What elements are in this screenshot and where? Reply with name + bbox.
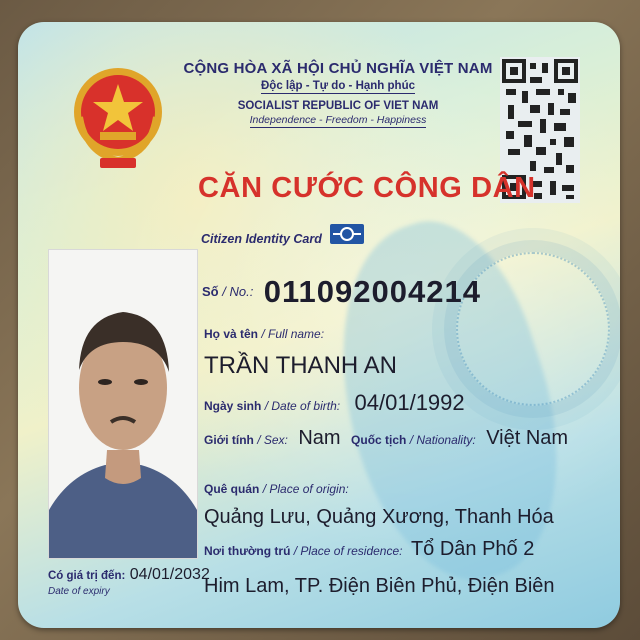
dob-label: Ngày sinh / Date of birth: [204, 399, 341, 413]
residence-value-line1: Tổ Dân Phố 2 [410, 538, 535, 560]
card-subtitle: Citizen Identity Card [201, 232, 322, 246]
expiry-value: 04/01/2032 [129, 566, 210, 583]
chip-icon [330, 224, 364, 244]
portrait-icon [49, 250, 197, 558]
origin-label: Quê quán / Place of origin: [204, 482, 349, 496]
sex-nationality-row [204, 427, 568, 450]
sex-label: Giới tính / Sex: [204, 433, 288, 447]
residence-row [204, 538, 534, 561]
card-title: CĂN CƯỚC CÔNG DÂN [198, 172, 536, 204]
nationality-label: Quốc tịch / Nationality: [351, 433, 476, 447]
expiry-block [48, 566, 210, 597]
id-number-value: 011092004214 [263, 274, 481, 309]
expiry-label-en: Date of expiry [48, 586, 110, 597]
country-motto-en: Independence - Freedom - Happiness [249, 114, 427, 126]
dob-row [204, 390, 465, 416]
country-motto: Độc lập - Tự do - Hạnh phúc [261, 80, 415, 92]
country-name-en: SOCIALIST REPUBLIC OF VIET NAM [237, 100, 439, 112]
id-number-label: Số / No.: [202, 284, 254, 300]
card-header [178, 60, 498, 128]
id-card [18, 22, 620, 628]
country-name: CỘNG HÒA XÃ HỘI CHỦ NGHĨA VIỆT NAM [183, 60, 493, 77]
origin-value: Quảng Lưu, Quảng Xương, Thanh Hóa [204, 506, 554, 528]
residence-label: Nơi thường trú / Place of residence: [204, 544, 403, 558]
portrait-photo [48, 249, 198, 559]
nationality-value: Việt Nam [486, 427, 569, 449]
full-name-value: TRẦN THANH AN [204, 352, 397, 379]
national-emblem-icon [70, 62, 166, 172]
id-number-row [202, 274, 481, 310]
full-name-label: Họ và tên / Full name: [204, 327, 325, 341]
sex-value: Nam [298, 427, 341, 449]
residence-value-line2: Him Lam, TP. Điện Biên Phủ, Điện Biên [204, 575, 555, 597]
expiry-label: Có giá trị đến: [48, 570, 126, 582]
dob-value: 04/01/1992 [354, 390, 465, 415]
